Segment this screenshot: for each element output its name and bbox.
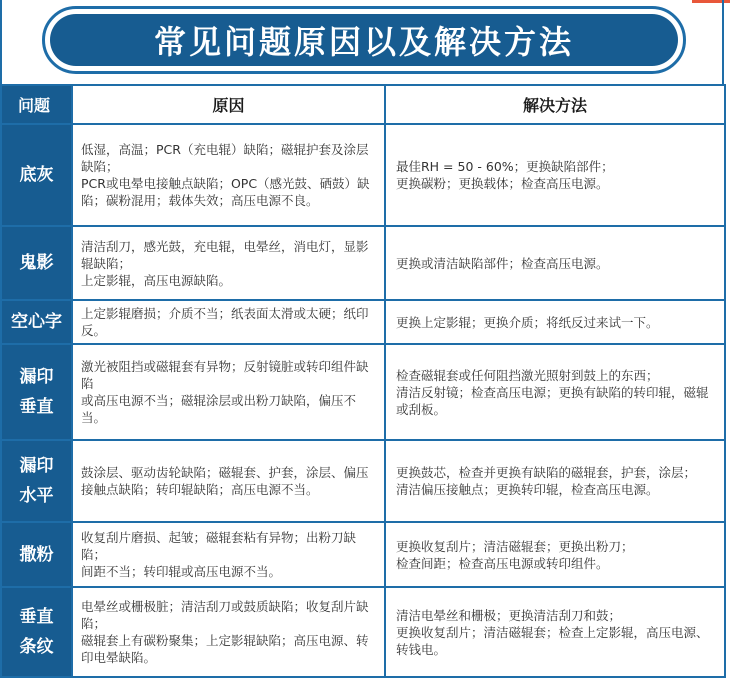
issue-label: 垂直 xyxy=(19,397,54,417)
title-banner xyxy=(50,14,678,66)
cause-line: 低湿，高温；PCR（充电辊）缺陷；磁辊护套及涂层缺陷； xyxy=(81,142,369,174)
issue-cell xyxy=(1,440,72,522)
cause-cell xyxy=(72,300,385,344)
table-row xyxy=(1,124,725,226)
solution-cell xyxy=(385,124,725,226)
solution-line: 清洁偏压接触点；更换转印辊，检查高压电源。 xyxy=(396,482,659,497)
issue-label: 漏印 xyxy=(19,367,54,387)
issue-label: 底灰 xyxy=(19,165,54,185)
title-area xyxy=(0,0,724,84)
solution-line: 更换收复刮片；清洁磁辊套；检查上定影辊，高压电源、转钱电。 xyxy=(396,624,709,657)
page-title: 常见问题原因以及解决方法 xyxy=(153,23,574,61)
solution-line: 清洁电晕丝和栅极；更换清洁刮刀和鼓； xyxy=(396,607,622,623)
solution-cell xyxy=(385,522,725,587)
issue-cell xyxy=(1,522,72,587)
issue-label: 漏印 xyxy=(19,456,54,476)
issue-label: 条纹 xyxy=(19,637,54,657)
cause-cell xyxy=(72,344,385,440)
cause-cell xyxy=(72,124,385,226)
cause-line: 上定影辊，高压电源缺陷。 xyxy=(81,272,232,288)
issue-cell xyxy=(1,300,72,344)
issue-label: 鬼影 xyxy=(19,253,54,273)
issue-label: 水平 xyxy=(19,486,54,506)
issue-cell xyxy=(1,344,72,440)
table-header-row xyxy=(1,85,725,124)
table-row xyxy=(1,226,725,300)
table-body xyxy=(1,124,725,677)
cause-line: 间距不当；转印辊或高压电源不当。 xyxy=(81,564,282,579)
solution-cell xyxy=(385,440,725,522)
table-row xyxy=(1,300,725,344)
header-cause: 原因 xyxy=(72,85,385,124)
table-row xyxy=(1,587,725,677)
issue-cell xyxy=(1,124,72,226)
cause-cell xyxy=(72,440,385,522)
faq-table xyxy=(0,84,726,678)
solution-line: 检查磁辊套或任何阻挡激光照射到鼓上的东西； xyxy=(396,367,659,383)
header-issue: 问题 xyxy=(1,85,72,124)
solution-line: 更换或清洁缺陷部件；检查高压电源。 xyxy=(396,255,609,271)
header-solution: 解决方法 xyxy=(385,85,725,124)
issue-label: 撒粉 xyxy=(19,544,54,565)
title-pill xyxy=(42,6,686,74)
solution-line: 更换鼓芯，检查并更换有缺陷的磁辊套，护套，涂层； xyxy=(396,465,697,480)
issue-cell xyxy=(1,226,72,300)
solution-cell xyxy=(385,344,725,440)
cause-line: 接触点缺陷；转印辊缺陷；高压电源不当。 xyxy=(81,482,319,497)
cause-line: 激光被阻挡或磁辊套有异物；反射镜脏或转印组件缺陷 xyxy=(81,359,369,391)
solution-line: 更换碳粉；更换载体；检查高压电源。 xyxy=(396,176,609,191)
issue-cell xyxy=(1,587,72,677)
solution-line: 更换收复刮片；清洁磁辊套；更换出粉刀； xyxy=(396,538,634,554)
issue-label: 垂直 xyxy=(19,607,54,627)
cause-line: 收复刮片磨损、起皱；磁辊套粘有异物；出粉刀缺陷； xyxy=(81,530,357,562)
solution-line: 检查间距；检查高压电源或转印组件。 xyxy=(396,555,609,571)
solution-line: 清洁反射镜；检查高压电源；更换有缺陷的转印辊，磁辊或刮板。 xyxy=(396,384,709,417)
cause-line: 电晕丝或栅极脏；清洁刮刀或鼓质缺陷；收复刮片缺陷； xyxy=(81,599,369,631)
cause-line: 上定影辊磨损；介质不当；纸表面太滑或太硬；纸印反。 xyxy=(81,306,369,338)
cause-line: 或高压电源不当；磁辊涂层或出粉刀缺陷，偏压不当。 xyxy=(81,393,357,425)
cause-line: 磁辊套上有碳粉聚集；上定影辊缺陷；高压电源、转印电晕缺陷。 xyxy=(81,633,369,665)
solution-line: 更换上定影辊；更换介质；将纸反过来试一下。 xyxy=(396,314,659,330)
table-row xyxy=(1,344,725,440)
solution-cell xyxy=(385,226,725,300)
table-row xyxy=(1,440,725,522)
solution-cell xyxy=(385,587,725,677)
solution-cell xyxy=(385,300,725,344)
cause-line: 清洁刮刀，感光鼓，充电辊，电晕丝，消电灯，显影辊缺陷； xyxy=(81,238,369,271)
cause-line: PCR或电晕电接触点缺陷；OPC（感光鼓、硒鼓）缺陷；碳粉混用；载体失效；高压电源不良。 xyxy=(81,176,370,208)
cause-cell xyxy=(72,226,385,300)
issue-label: 空心字 xyxy=(11,312,62,332)
solution-line: 最佳RH = 50 - 60%；更换缺陷部件； xyxy=(396,159,614,174)
table-row xyxy=(1,522,725,587)
cause-line: 鼓涂层、驱动齿轮缺陷；磁辊套、护套，涂层、偏压 xyxy=(81,465,369,480)
cause-cell xyxy=(72,522,385,587)
cause-cell xyxy=(72,587,385,677)
